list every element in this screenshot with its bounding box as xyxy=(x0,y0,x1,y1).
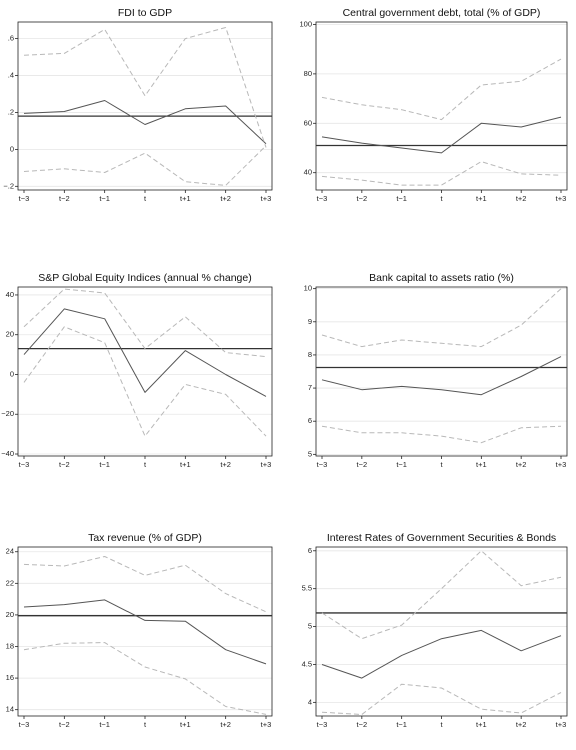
y-tick-label: 40 xyxy=(5,289,14,299)
chart-title: Bank capital to assets ratio (%) xyxy=(369,272,514,284)
y-tick-label: 24 xyxy=(5,546,14,556)
chart-title: FDI to GDP xyxy=(117,7,173,19)
y-tick-label: −.2 xyxy=(3,181,14,191)
x-tick-label: t xyxy=(440,460,443,469)
x-tick-label: t+1 xyxy=(476,460,487,469)
chart-panel-4 xyxy=(304,272,567,469)
x-tick-label: t+1 xyxy=(180,720,191,729)
x-tick-label: t+2 xyxy=(220,720,231,729)
x-tick-label: t−2 xyxy=(356,720,368,729)
x-tick-label: t+2 xyxy=(515,460,527,469)
y-tick-label: 6 xyxy=(307,416,312,426)
upper-bound-line xyxy=(322,59,561,120)
x-tick-label: t+2 xyxy=(515,720,527,729)
x-tick-label: t xyxy=(143,720,147,729)
x-tick-label: t+2 xyxy=(220,460,231,469)
x-tick-label: t−2 xyxy=(59,194,70,203)
chart-panel-5 xyxy=(6,532,272,729)
upper-bound-line xyxy=(322,551,561,639)
upper-bound-line xyxy=(24,28,266,148)
x-tick-label: t−3 xyxy=(316,460,328,469)
estimate-line xyxy=(322,630,561,678)
x-tick-label: t−2 xyxy=(59,720,70,729)
x-tick-label: t xyxy=(143,460,147,469)
x-tick-label: t−1 xyxy=(396,460,407,469)
chart-panel-6 xyxy=(302,532,567,729)
x-tick-label: t+2 xyxy=(220,194,231,203)
x-tick-label: t+3 xyxy=(555,194,567,203)
chart-title: S&P Global Equity Indices (annual % change) xyxy=(38,272,252,284)
lower-bound-line xyxy=(322,162,561,186)
chart-title: Central government debt, total (% of GDP) xyxy=(342,7,541,19)
plot-frame xyxy=(18,22,272,190)
y-tick-label: 18 xyxy=(5,641,14,651)
y-tick-label: 5.5 xyxy=(301,583,312,593)
y-tick-label: 100 xyxy=(299,19,312,29)
x-tick-label: t−1 xyxy=(99,194,110,203)
y-tick-label: .4 xyxy=(7,70,14,80)
y-tick-label: 60 xyxy=(303,118,312,128)
y-tick-label: 4.5 xyxy=(301,659,312,669)
x-tick-label: t+3 xyxy=(260,460,272,469)
x-tick-label: t xyxy=(143,194,147,203)
y-tick-label: 7 xyxy=(307,383,312,393)
estimate-line xyxy=(322,357,561,395)
x-tick-label: t−3 xyxy=(316,720,328,729)
y-tick-label: 6 xyxy=(307,545,312,555)
x-tick-label: t−3 xyxy=(18,460,30,469)
x-tick-label: t−3 xyxy=(316,194,328,203)
y-tick-label: 20 xyxy=(5,609,14,619)
x-tick-label: t−1 xyxy=(99,460,110,469)
x-tick-label: t−1 xyxy=(396,194,407,203)
x-tick-label: t+1 xyxy=(180,460,191,469)
estimate-line xyxy=(24,600,266,664)
lower-bound-line xyxy=(322,684,561,714)
x-tick-label: t+3 xyxy=(555,460,567,469)
chart-panel-2 xyxy=(299,7,567,203)
y-tick-label: 5 xyxy=(307,621,312,631)
x-tick-label: t+3 xyxy=(555,720,567,729)
x-tick-label: t−1 xyxy=(99,720,110,729)
x-tick-label: t xyxy=(440,194,443,203)
y-tick-label: 20 xyxy=(5,329,14,339)
estimate-line xyxy=(322,117,561,153)
y-tick-label: −20 xyxy=(1,409,14,419)
plot-frame xyxy=(316,547,567,716)
x-tick-label: t−3 xyxy=(18,720,30,729)
y-tick-label: 8 xyxy=(307,349,312,359)
plot-frame xyxy=(316,22,567,190)
x-tick-label: t+1 xyxy=(476,720,487,729)
y-tick-label: 22 xyxy=(5,578,14,588)
y-tick-label: 4 xyxy=(307,697,312,707)
y-tick-label: 10 xyxy=(303,283,312,293)
x-tick-label: t+2 xyxy=(515,194,527,203)
plot-frame xyxy=(18,287,272,456)
x-tick-label: t+3 xyxy=(260,720,272,729)
y-tick-label: 0 xyxy=(9,144,14,154)
upper-bound-line xyxy=(24,289,266,357)
x-tick-label: t−1 xyxy=(396,720,407,729)
x-tick-label: t−3 xyxy=(18,194,30,203)
y-tick-label: 80 xyxy=(303,68,312,78)
y-tick-label: 9 xyxy=(307,316,312,326)
y-tick-label: .2 xyxy=(7,107,14,117)
lower-bound-line xyxy=(24,643,266,715)
x-tick-label: t−2 xyxy=(356,460,368,469)
upper-bound-line xyxy=(24,557,266,612)
chart-panel-3 xyxy=(1,272,272,469)
x-tick-label: t+3 xyxy=(260,194,272,203)
x-tick-label: t+1 xyxy=(180,194,191,203)
lower-bound-line xyxy=(24,327,266,436)
upper-bound-line xyxy=(322,289,561,347)
y-tick-label: 40 xyxy=(303,167,312,177)
y-tick-label: .6 xyxy=(7,33,14,43)
plot-frame xyxy=(316,287,567,456)
x-tick-label: t+1 xyxy=(476,194,487,203)
chart-panel-1 xyxy=(3,7,272,203)
chart-title: Tax revenue (% of GDP) xyxy=(88,532,202,544)
y-tick-label: 16 xyxy=(5,673,14,683)
y-tick-label: −40 xyxy=(1,448,14,458)
lower-bound-line xyxy=(322,426,561,443)
x-tick-label: t xyxy=(440,720,443,729)
y-tick-label: 0 xyxy=(9,369,14,379)
plot-frame xyxy=(18,547,272,716)
estimate-line xyxy=(24,101,266,144)
y-tick-label: 5 xyxy=(307,449,312,459)
chart-title: Interest Rates of Government Securities & Bonds xyxy=(326,532,557,544)
x-tick-label: t−2 xyxy=(356,194,368,203)
y-tick-label: 14 xyxy=(5,704,14,714)
lower-bound-line xyxy=(24,146,266,186)
x-tick-label: t−2 xyxy=(59,460,70,469)
